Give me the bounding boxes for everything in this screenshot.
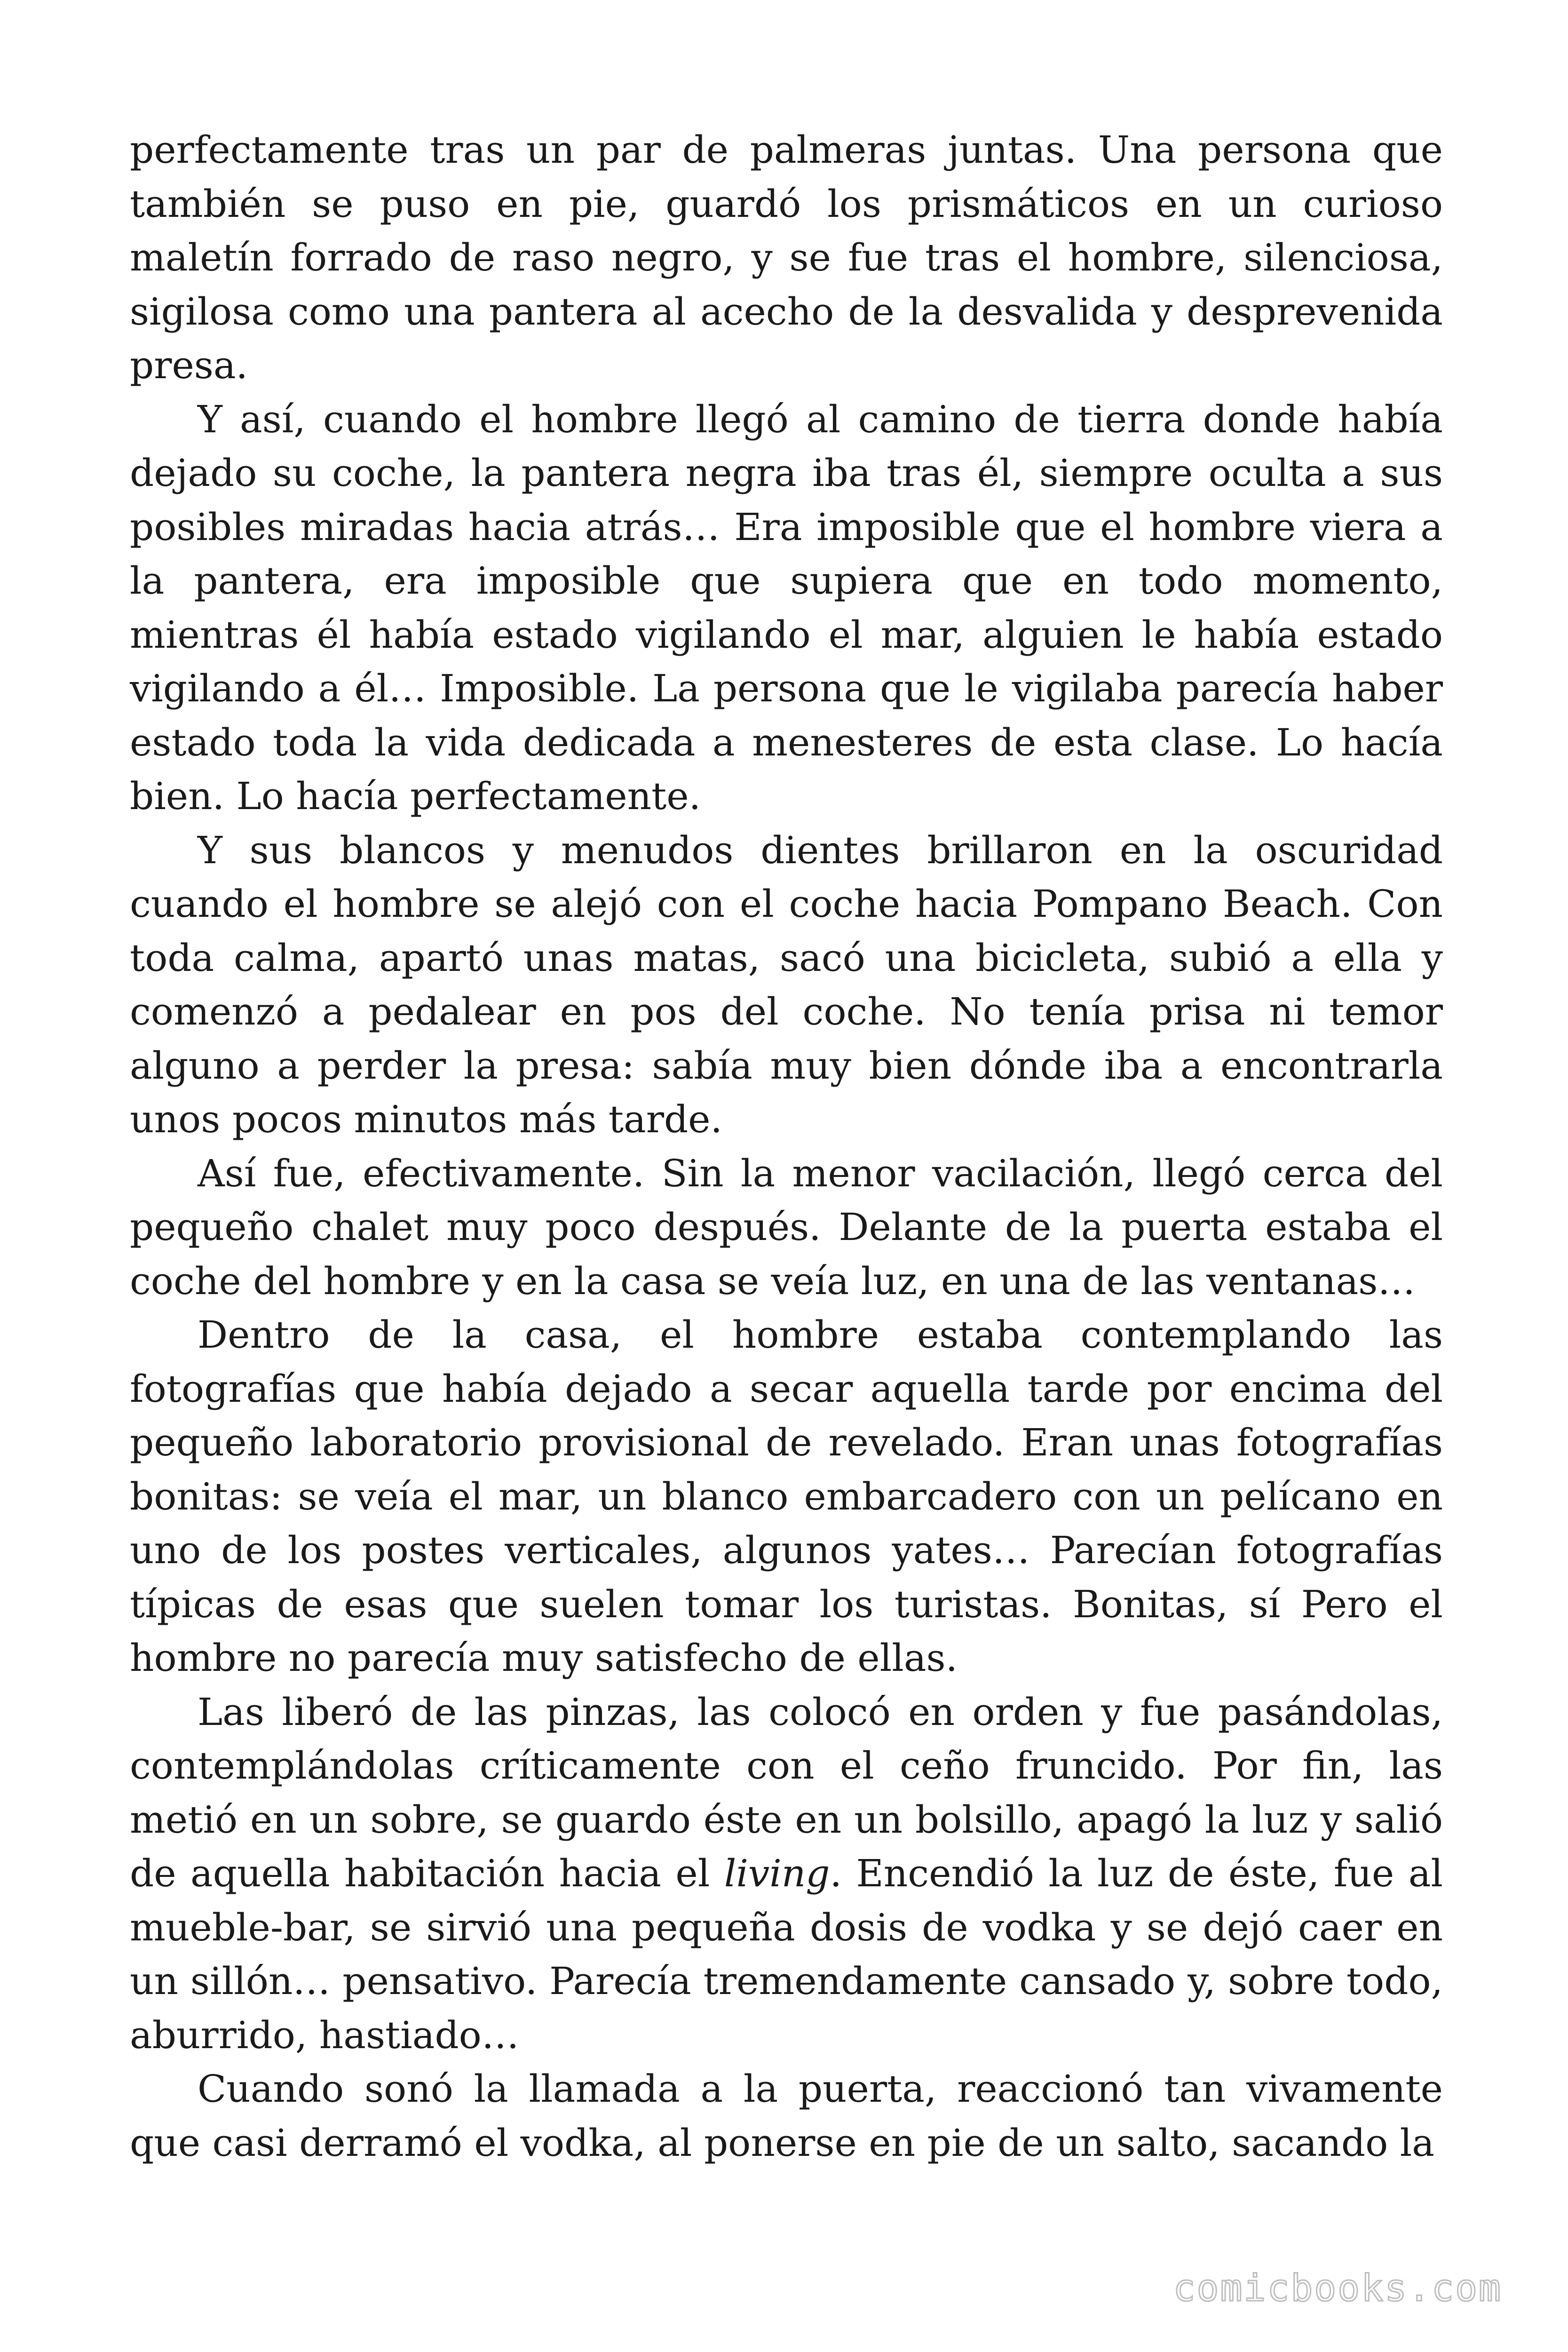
- paragraph: [130, 1147, 1443, 1309]
- text-segment: Y sus blancos y menudos dientes brillaron en la oscuridad cuando el hombre se alejó con el coche hacia Pompano Beach. Con toda calma, apartó unas matas, sacó una bicicleta, subió a ella y comenzó a pedalear en pos del coche. No tenía prisa ni temor alguno a perder la presa: sabía muy bien dónde iba a encontrarla unos pocos minutos más tarde.: [130, 828, 1443, 1141]
- watermark-logo: comicbooks.com: [1173, 2267, 1502, 2310]
- paragraph: [130, 824, 1443, 1147]
- paragraph: [130, 1685, 1443, 2063]
- text-segment: Las liberó de las pinzas, las colocó en orden y fue pasándolas, contemplándolas críticamente con el ceño fruncido. Por fin, las metió en un sobre, se guardo éste en un bolsillo, apagó la luz y salió de aquella habitación hacia el: [130, 1690, 1443, 1895]
- text-segment: Cuando sonó la llamada a la puerta, reaccionó tan vivamente que casi derramó el vodka, al ponerse en pie de un salto, sacando la: [130, 2067, 1443, 2165]
- text-segment: Y así, cuando el hombre llegó al camino de tierra donde había dejado su coche, la pantera negra iba tras él, siempre oculta a sus posibles miradas hacia atrás… Era imposible que el hombre viera a la pantera, era imposible que supiera que en todo momento, mientras él había estado vigilando el mar, alguien le había estado vigilando a él… Imposible. La persona que le vigilaba parecía haber estado toda la vida dedicada a menesteres de esta clase. Lo hacía bien. Lo hacía perfectamente.: [130, 397, 1443, 818]
- text-segment: perfectamente tras un par de palmeras juntas. Una persona que también se puso en pie, guardó los prismáticos en un curioso maletín forrado de raso negro, y se fue tras el hombre, silenciosa, sigilosa como una pantera al acecho de la desvalida y desprevenida presa.: [130, 128, 1443, 387]
- paragraph: [130, 1308, 1443, 1685]
- italic-word: living: [724, 1851, 830, 1895]
- paragraph: [130, 393, 1443, 824]
- text-segment: Dentro de la casa, el hombre estaba contemplando las fotografías que había dejado a secar aquella tarde por encima del pequeño laboratorio provisional de revelado. Eran unas fotografías bonitas: se veía el mar, un blanco embarcadero con un pelícano en uno de los postes verticales, algunos yates… Parecían fotografías típicas de esas que suelen tomar los turistas. Bonitas, sí Pero el hombre no parecía muy satisfecho de ellas.: [130, 1313, 1443, 1680]
- body-text: [130, 123, 1443, 2170]
- paragraph: [130, 2062, 1443, 2170]
- paragraph: [130, 123, 1443, 393]
- text-segment: . Encendió la luz de éste, fue al mueble-bar, se sirvió una pequeña dosis de vodka y se dejó caer en un sillón… pensativo. Parecía tremendamente cansado y, sobre todo, aburrido, hastiado…: [130, 1851, 1443, 2057]
- text-segment: Así fue, efectivamente. Sin la menor vacilación, llegó cerca del pequeño chalet muy poco después. Delante de la puerta estaba el coche del hombre y en la casa se veía luz, en una de las ventanas…: [130, 1151, 1443, 1303]
